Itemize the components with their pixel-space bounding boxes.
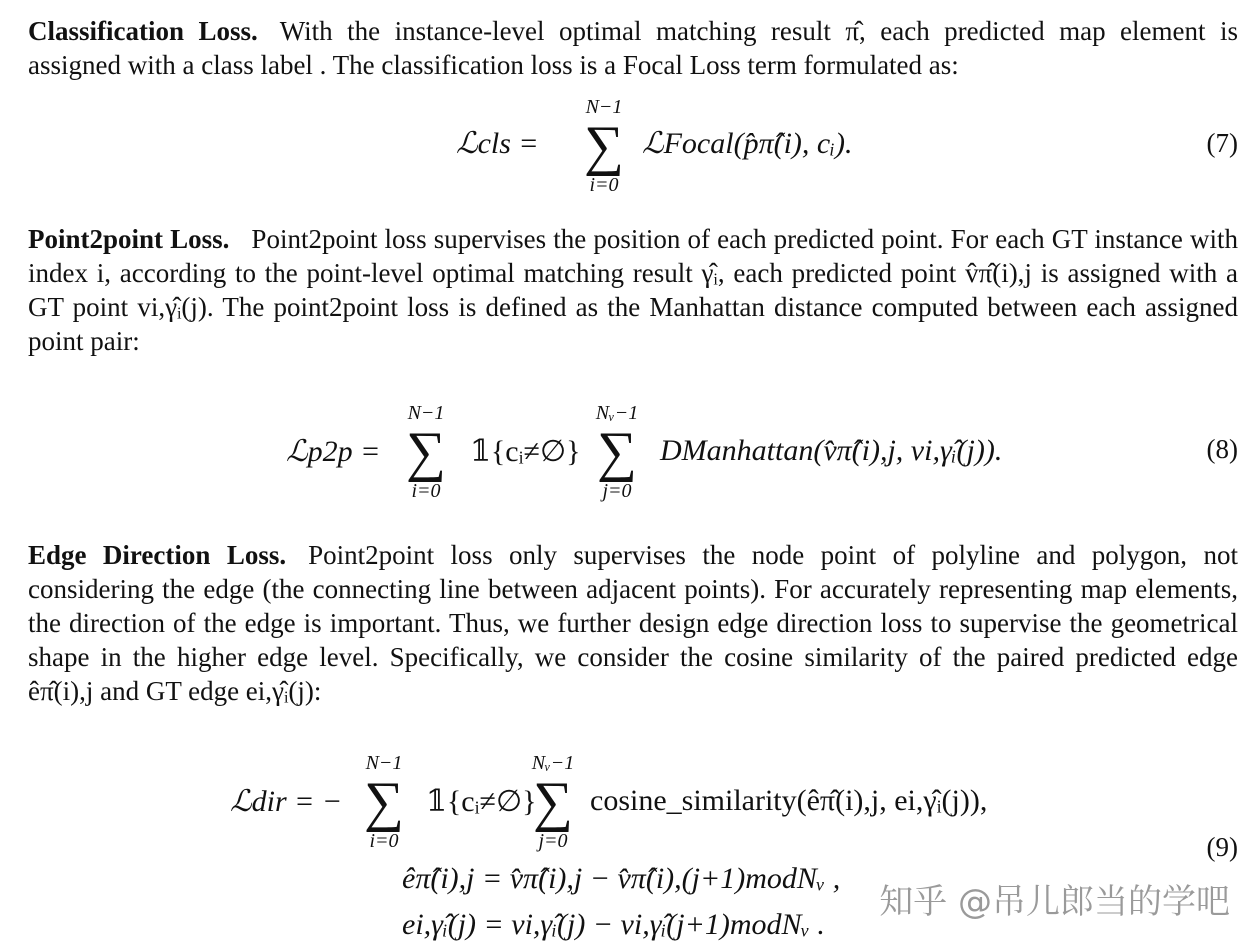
section-heading: Point2point Loss.: [28, 224, 230, 254]
eq8-lower1: i=0: [411, 480, 441, 502]
eq8-body: DManhattan(v̂π̂(i),j, vi,γ̂ᵢ(j)).: [660, 434, 1003, 467]
edge-direction-paragraph: [28, 538, 1238, 708]
eq9-indicator: 𝟙{cᵢ≠∅}: [426, 785, 537, 818]
sigma-icon: ∑: [584, 115, 624, 177]
equation-number-9: (9): [1206, 832, 1238, 862]
section-heading: Edge Direction Loss.: [28, 540, 287, 570]
equation-7: [456, 96, 1236, 196]
equation-9: [230, 752, 1090, 852]
equation-number-8: (8): [1206, 434, 1238, 464]
eq7-lower: i=0: [589, 174, 619, 196]
equation-8: [286, 402, 1046, 502]
classification-paragraph: [28, 14, 1238, 82]
eq9-sum-i: [352, 752, 416, 852]
eq9-body: cosine_similarity(êπ̂(i),j, ei,γ̂ᵢ(j)),: [590, 784, 988, 817]
point2point-paragraph: [28, 222, 1238, 358]
equation-number-7: (7): [1206, 128, 1238, 158]
eq8-sum-j: [582, 402, 652, 502]
eq7-body: ℒFocal(p̂π̂(i), cᵢ).: [642, 127, 853, 160]
section-heading: Classification Loss.: [28, 16, 258, 46]
eq8-upper2: Nᵥ−1: [595, 402, 639, 424]
eq9-line2: êπ̂(i),j = v̂π̂(i),j − v̂π̂(i),(j+1)modNᵥ ,: [402, 862, 841, 895]
eq7-upper: N−1: [585, 96, 623, 118]
eq8-indicator: 𝟙{cᵢ≠∅}: [470, 435, 581, 468]
eq7-sum: [574, 96, 634, 196]
eq8-upper1: N−1: [407, 402, 445, 424]
watermark-logo: 知乎 @吊儿郎当的学吧: [879, 882, 1230, 922]
sigma-icon: ∑: [533, 771, 573, 833]
eq8-sum-i: [394, 402, 458, 502]
eq9-lower1: i=0: [369, 830, 399, 852]
eq8-lhs: ℒp2p =: [286, 435, 381, 468]
eq7-lhs: ℒcls =: [456, 127, 539, 160]
section-text: With the instance-level optimal matching result π̂, each predicted map element is assigned with a class label . The classification loss is a Focal Loss term formulated as:: [28, 16, 1238, 80]
eq9-upper2: Nᵥ−1: [531, 752, 575, 774]
eq8-lower2: j=0: [602, 480, 632, 502]
sigma-icon: ∑: [597, 421, 637, 483]
sigma-icon: ∑: [364, 771, 404, 833]
eq9-lhs: ℒdir = −: [230, 785, 343, 818]
eq9-lower2: j=0: [538, 830, 568, 852]
eq9-sum-j: [518, 752, 588, 852]
eq9-upper1: N−1: [365, 752, 403, 774]
sigma-icon: ∑: [406, 421, 446, 483]
eq9-line3: ei,γ̂ᵢ(j) = vi,γ̂ᵢ(j) − vi,γ̂ᵢ(j+1)modNᵥ .: [402, 908, 825, 941]
section-text: Point2point loss supervises the position of each predicted point. For each GT instance with index i, according to the point-level optimal matching result γ̂ᵢ, each predicted point v̂π̂(i),j is assigned with a GT point vi,γ̂ᵢ(j). The point2point loss is defined as the Manhattan distance computed between each assigned point pair:: [28, 224, 1238, 356]
section-text: Point2point loss only supervises the node point of polyline and polygon, not considering the edge (the connecting line between adjacent points). For accurately representing map elements, the direction of the edge is important. Thus, we further design edge direction loss to supervise the geometrical shape in the higher edge level. Specifically, we consider the cosine similarity of the paired predicted edge êπ̂(i),j and GT edge ei,γ̂ᵢ(j):: [28, 540, 1238, 706]
